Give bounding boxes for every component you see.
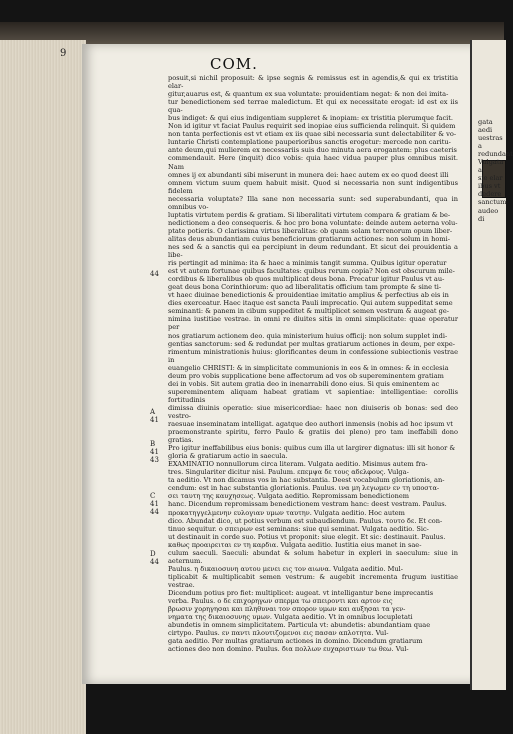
- margin-note: 41: [150, 500, 159, 508]
- text-line: νηματα της δικαιοσυνης υμων. Vulgata aeditio. Vt in omnibus locupletati: [168, 613, 413, 622]
- body-text: [168, 74, 458, 653]
- text-line: cordibus & liberalibus ob quos multiplicat deus bona. Precatur igitur Paulus vt au-: [168, 275, 445, 284]
- text-line: tres. Singulariter dicitur nisi. Paulum. επεμψα δε τους αδελφους. Vulga-: [168, 468, 409, 477]
- text-line: gitur,auarus est, & quantum ex sua voluntate: prouidentiam negat: & non dei imita-: [168, 90, 449, 99]
- text-line: praemonstrante spiritu, ferro Paulo & gratiis dei pleno) pro tam ineffabili dono gratias.: [168, 428, 458, 445]
- text-line: Pro igitur ineffabilibus eius bonis: quibus cum illa ut largirer dignatus: illi sit honor &: [168, 444, 456, 453]
- text-line: vt haec diuinae benedictionis & prouidentiae imitatio amplius & perfectius ab eis in: [168, 291, 449, 300]
- text-line: καθως προαιρειται εν τη καρδια. Vulgata aeditio. Iustitia eius manet in sae-: [168, 540, 422, 549]
- fragment-line: audeo di: [478, 206, 499, 223]
- margin-note: 41: [150, 416, 159, 424]
- text-line: Non id igitur vt faciat Paulus requirit sed inopiae eius sufficienda relinquit. Si quidem: [168, 122, 456, 131]
- text-line: supereminentem aliquam habeat gratiam vt sapientiae: intelligentiae: corollis fortitudinis: [168, 387, 458, 404]
- text-line: βρωσιν χορηγησαι και πληθυναι τον σπορον υμων και αυξησαι τα γεν-: [168, 605, 406, 614]
- text-line: Paulus. η δικαιοσυνη αυτου μενει εις τον αιωνα. Vulgata aeditio. Mul-: [168, 564, 403, 573]
- text-line: bus indiget: & qui eius indigentiam suppleret & inopiam: ex tristitia plerumque facit.: [168, 114, 454, 123]
- text-line: cendum: est in hac substantia gloriationis. Paulus. ινα μη λεγωμεν εν τη υποστα-: [168, 484, 440, 493]
- text-line: omnem victum suum quem habuit misit. Quod si necessaria non sunt indigentibus fidelem: [168, 178, 458, 195]
- fragment-line: redundant: [478, 150, 513, 159]
- fragment-line: sanctum: [478, 198, 507, 207]
- text-line: hanc. Dicendum repromissam benedictionem vestram hanc: deest vestram. Paulus.: [168, 500, 447, 509]
- text-line: commendauit. Here (inquit) dico vobis: quia haec vidua pauper plus omnibus misit. Nam: [168, 154, 458, 171]
- text-line: luptatis virtutem perdis & gratiam. Si liberalitati virtutem compara & gratiam & be-: [168, 210, 451, 219]
- text-line: est vt autem fortunae quibus facultates: quibus rerum copia? Non est obscurum mile-: [168, 267, 455, 276]
- margin-note: 43: [150, 456, 159, 464]
- text-line: dies exerceatur. Haec itaque est sancta Pauli imprecatio. Qui autem suppeditat seme: [168, 299, 453, 308]
- text-line: ante deum,qui mulierem ex necessariis suis duo minuta aera erogantem: plus caeteris: [168, 146, 457, 155]
- text-line: dico. Abundat dico, ut potius verbum est subaudiendum. Paulus. τουτο δε. Et con-: [168, 516, 443, 525]
- text-line: σει ταυτη της καυχησεως. Vulgata aeditio. Repromissam benedictionem: [168, 492, 410, 501]
- text-line: dimissa diuinis operatio: siue misericordiae: haec non diuiseris ob bonas: sed deo vestro-: [168, 403, 458, 420]
- text-line: posuit,si nichil proposuit: & ipse segnis & remissus est in agendis,& qui ex tristitia elar-: [168, 74, 458, 91]
- fragment-line: gata aedi: [478, 118, 493, 135]
- text-line: actiones deo non domino. Paulus. δια πολλων ευχαριστιων τω θεω. Vul-: [168, 645, 409, 654]
- fragment-line: dedere: [478, 190, 502, 199]
- text-line: geat deus bona Corinthiorum: quo ad liberalitatis officium tam prompte & sine ti-: [168, 283, 442, 292]
- page-edges: [0, 40, 86, 734]
- fragment-line: Vulgata a: [478, 158, 504, 175]
- text-line: ris pertingit ad minima: ita & haec a minimis tangit summa. Quibus igitur operatur: [168, 259, 447, 268]
- text-line: rimentum ministrationis huius: glorificantes deum in confessione subiectionis vestrae in: [168, 347, 458, 364]
- text-line: gentias sanctorum: sed & redundat per multas gratiarum actiones in deum, per expe-: [168, 339, 455, 348]
- text-line: ptate potieris. O clarissima virtus liberalitas: ob quam solam terrenorum opum liber-: [168, 226, 453, 235]
- fragment-line: ibus vt: [478, 182, 501, 191]
- text-line: ut destinauit in corde suo. Potius vt proponit: siue elegit. Et sic: destinauit. Paulus.: [168, 532, 446, 541]
- page-number: 9: [60, 48, 67, 59]
- right-page-text: [478, 118, 513, 223]
- text-line: non tanta perfectionis est vt etiam ex iis quae sibi necessaria sunt delectabiliter & vo-: [168, 130, 457, 139]
- text-line: dei in vobis. Sit autem gratia deo in inenarrabili dono eius. Si quis eminentem ac: [168, 379, 440, 388]
- text-line: euangelio CHRISTI: & in simplicitate communionis in eos & in omnes: & in ecclesia: [168, 363, 449, 372]
- text-line: abundetis in omnem simplicitatem. Particula vt: abundetis: abundantiam quae: [168, 621, 431, 630]
- fragment-line: sie elar: [478, 174, 503, 183]
- text-line: nimina iustitiae vestrae. in omni re diuites sitis in omni simplicitate: quae operatur per: [168, 315, 458, 332]
- text-line: necessaria voluptate? Illa sane non necessaria sunt: sed superabundanti, qua in omnibus vo-: [168, 194, 458, 211]
- text-line: cirtypo. Paulus. εν παντι πλουτιζομενοι εις πασαν απλοτητα. Vul-: [168, 629, 389, 638]
- margin-note: A: [150, 408, 156, 416]
- text-line: alitas deus abundantiam cuius beneficiorum gratiarum actiones: non solum in homi-: [168, 234, 450, 243]
- text-line: omnes ij ex abundanti sibi miserunt in munera dei: haec autem ex eo quod deest illi: [168, 170, 449, 179]
- text-line: gata aeditio. Per multas gratiarum actiones in domino. Dicendum gratiarum: [168, 637, 423, 646]
- text-line: nos gratiarum actionem deo. quia ministerium huius officij: non solum supplet indi-: [168, 331, 448, 340]
- text-line: nedictionem a deo consequeris. & hoc pro bona voluntate: deinde autem aeterna volu-: [168, 218, 458, 227]
- margin-note: 44: [150, 558, 159, 566]
- text-line: nes sed & a sanctis qui ea percipiunt in deum redundant. Et sicut dei prouidentia a libe-: [168, 242, 458, 260]
- text-line: raesuae inseminatam intelligat. agatque deo authori inmensis (nobis ad hoc ipsum vt: [168, 420, 453, 429]
- text-line: ta aeditio. Vt non dicamus vos in hac substantia. Deest vocabulum gloriationis, an-: [168, 476, 445, 485]
- margin-note: 44: [150, 270, 159, 278]
- text-line: deum pro vobis supplicatione bene affectorum ad vos ob supereminentem gratiam: [168, 371, 444, 380]
- text-line: προκατηγγελμενην ευλογιαν υμων ταυτην. Vulgata aeditio. Hoc autem: [168, 508, 405, 517]
- margin-note: B: [150, 440, 156, 448]
- text-line: verba. Paulus. ο δε επιχορηγων σπερμα τω σπειροντι και αρτον εις: [168, 597, 393, 606]
- text-line: EXAMINATIO nonnullorum circa literam. Vulgata aeditio. Misimus autem fra-: [168, 460, 428, 469]
- text-line: Dicendum potius pro fiet: multiplicet: augeat. vt intelligantur bene imprecantis: [168, 589, 434, 597]
- text-line: gloria & gratiarum actio in saecula.: [168, 452, 288, 461]
- running-head: COM.: [210, 55, 258, 73]
- text-line: luntarie Christi contemplatione pauperioribus sanctis erogetur: mercede non caritu-: [168, 138, 451, 147]
- text-line: seminanti: & panem in cibum suppeditet & multiplicet semen vestrum & augeat ge-: [168, 307, 450, 316]
- text-line: tur benedictionem sed terrae maledictum. Et qui ex necessitate erogat: id est ex iis qua-: [168, 98, 458, 115]
- margin-note: 44: [150, 508, 159, 516]
- text-line: tinuo sequitur. ο σπειρων est seminans: siue qui seminat. Vulgata aeditio. Sic-: [168, 524, 429, 533]
- margin-note: C: [150, 492, 156, 500]
- margin-note: 41: [150, 448, 159, 456]
- fragment-line: uestras a: [478, 134, 503, 151]
- margin-note: D: [150, 550, 156, 558]
- text-line: tiplicabit & multiplicabit semen vestrum: & augebit incrementa frugum iustitiae vestrae.: [168, 572, 458, 589]
- text-line: culum saeculi. Saeculi: abundat & solum habetur in expleri in saeculum: siue in aeternum.: [168, 548, 458, 565]
